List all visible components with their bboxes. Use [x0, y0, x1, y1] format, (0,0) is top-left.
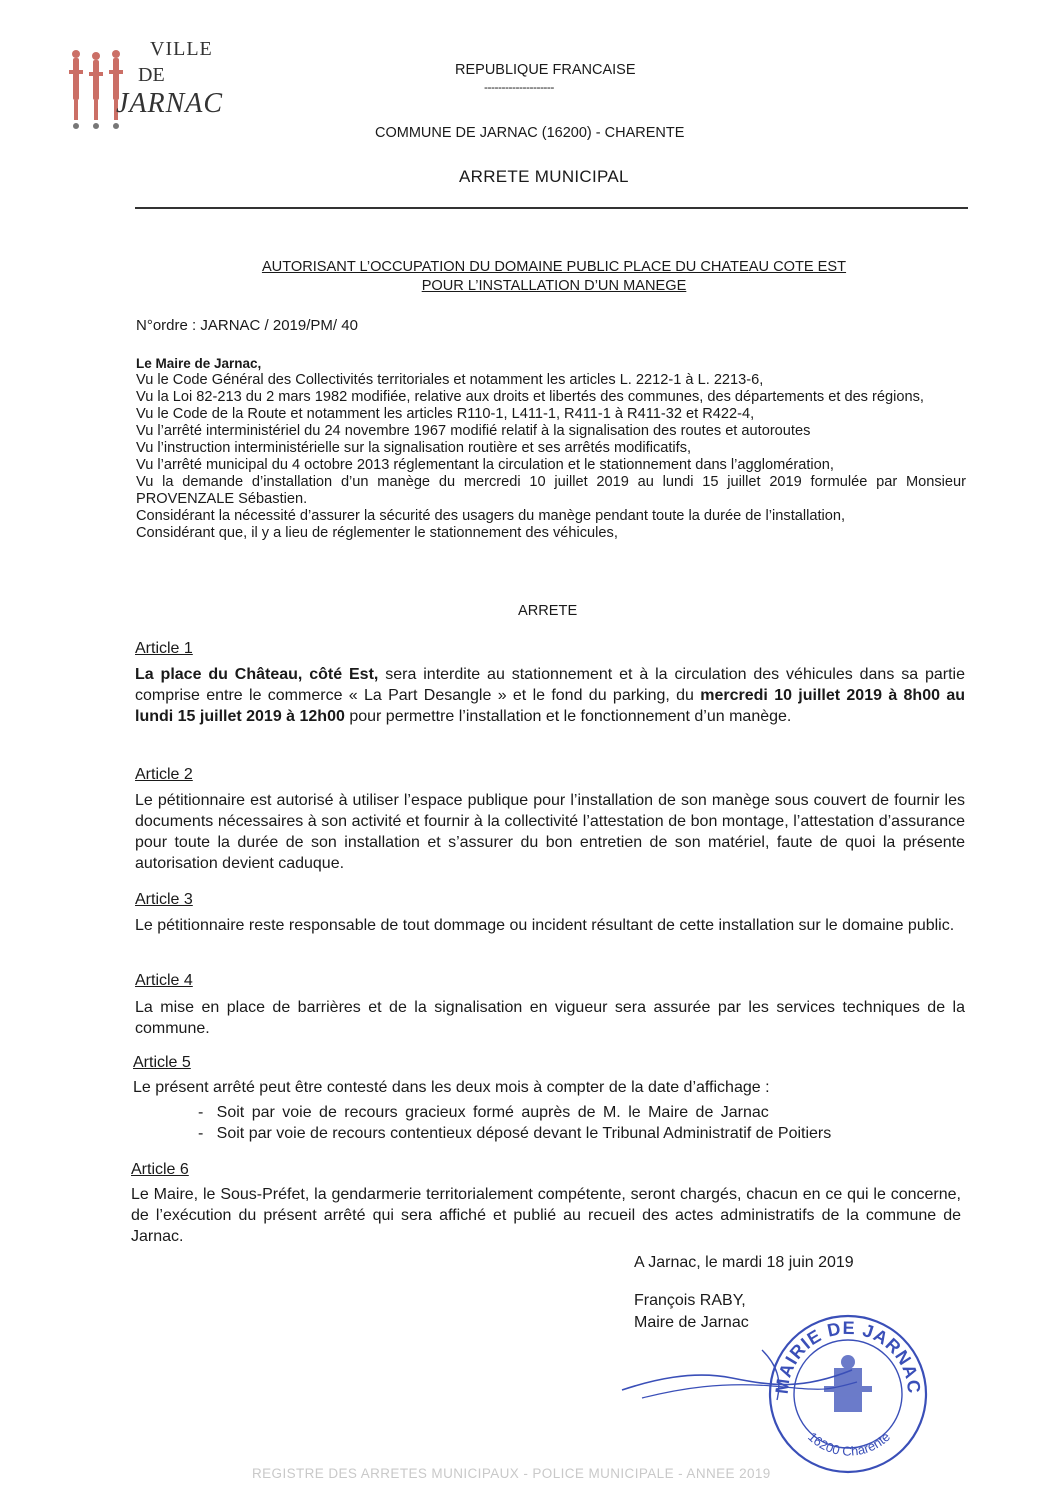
preamble-line: Vu le Code Général des Collectivités territoriales et notamment les articles L. 2212-1 à L. 2213-6, [136, 372, 764, 388]
list-item: - Soit par voie de recours gracieux formé auprès de M. le Maire de Jarnac [198, 1104, 769, 1121]
svg-text:16200 Charente [805, 1429, 893, 1459]
order-number: N°ordre : JARNAC / 2019/PM/ 40 [136, 317, 358, 334]
header-dashes: -------------------- [484, 80, 554, 94]
preamble [136, 355, 966, 542]
header-rule [135, 207, 968, 209]
preamble-line: Considérant que, il y a lieu de réglementer le stationnement des véhicules, [136, 525, 618, 541]
preamble-line: Vu l’instruction interministérielle sur la signalisation routière et ses arrêtés modificatifs, [136, 440, 692, 456]
document-type: ARRETE MUNICIPAL [459, 167, 629, 186]
town-hall-stamp-icon [764, 1306, 932, 1476]
article-5-title: Article 5 [133, 1054, 191, 1071]
article-1-text-end: pour permettre l’installation et le fonctionnement d’un manège. [344, 708, 792, 725]
decree-title-line2: POUR L’INSTALLATION D’UN MANEGE [421, 278, 687, 294]
commune-heading: COMMUNE DE JARNAC (16200) - CHARENTE [375, 125, 685, 141]
signatory-name: François RABY, [634, 1292, 746, 1309]
place-and-date: A Jarnac, le mardi 18 juin 2019 [634, 1254, 854, 1271]
article-4-body: La mise en place de barrières et de la signalisation en vigueur sera assurée par les services techniques de la commune. [135, 999, 965, 1037]
preamble-line: Considérant la nécessité d’assurer la sécurité des usagers du manège pendant toute la durée de l’installation, [136, 508, 846, 524]
register-footer: REGISTRE DES ARRETES MUNICIPAUX - POLICE MUNICIPALE - ANNEE 2019 [252, 1466, 771, 1481]
town-logo [66, 38, 236, 138]
article-1-bold-dates: mercredi 10 juillet 2019 à 8h00 au lundi 15 juillet 2019 à 12h00 [135, 687, 965, 725]
article-6-body: Le Maire, le Sous-Préfet, la gendarmerie territorialement compétente, seront chargés, chacun en ce qui le concerne, de l’exécution du présent arrêté qui sera affiché et publié au recueil des actes administratifs de la commune de Jarnac. [131, 1186, 961, 1245]
article-4-title: Article 4 [135, 972, 193, 989]
republic-heading: REPUBLIQUE FRANCAISE [455, 62, 636, 78]
dash-icon: - [198, 1104, 217, 1121]
decree-title-line1: AUTORISANT L’OCCUPATION DU DOMAINE PUBLIC PLACE DU CHATEAU COTE EST [261, 259, 847, 275]
preamble-line: Vu la demande d’installation d’un manège du mercredi 10 juillet 2019 au lundi 15 juillet 2019 formulée par Monsieur PROVENZALE Sébastien. [136, 474, 966, 507]
article-3-title: Article 3 [135, 891, 193, 908]
list-item: - Soit par voie de recours contentieux déposé devant le Tribunal Administratif de Poitiers [198, 1125, 832, 1142]
article-1-text: sera interdite au stationnement et à la circulation des véhicules dans sa partie comprise entre le commerce « La Part Desangle » et le fond du parking, du [135, 666, 966, 704]
article-5-list [198, 1102, 968, 1144]
article-3-body: Le pétitionnaire reste responsable de tout dommage ou incident résultant de cette installation sur le domaine public. [135, 917, 955, 934]
preamble-line: Vu la Loi 82-213 du 2 mars 1982 modifiée, relative aux droits et libertés des communes, des départements et des régions, [136, 389, 924, 405]
logo-line-de: DE [138, 64, 165, 86]
article-1-title: Article 1 [135, 640, 193, 657]
article-1-body [135, 664, 965, 727]
logo-line-ville: VILLE [150, 38, 213, 60]
article-2-body: Le pétitionnaire est autorisé à utiliser l’espace publique pour l’installation de son manège sous couvert de fournir les documents nécessaires à son activité et fournir à la collectivité l’attestation de bon montage, l’attestation d’assurance pour toute la durée de son installation et s’assurer du bon entretien de son matériel, faute de quoi la présente autorisation devient caduque. [135, 792, 965, 872]
preamble-line: Vu le Code de la Route et notamment les articles R110-1, L411-1, R411-1 à R411-32 et R422-4, [136, 406, 755, 422]
signatory-role: Maire de Jarnac [634, 1314, 749, 1331]
article-6-title: Article 6 [131, 1161, 189, 1178]
dash-icon: - [198, 1125, 217, 1142]
article-1-bold-place: La place du Château, côté Est, [135, 666, 379, 683]
logo-line-jarnac: JARNAC [116, 88, 224, 119]
arrete-heading: ARRETE [518, 603, 578, 619]
stamp-bottom-text: 16200 Charente [805, 1429, 893, 1459]
article-5-body: Le présent arrêté peut être contesté dans les deux mois à compter de la date d’affichage : [133, 1079, 770, 1096]
article-2-title: Article 2 [135, 766, 193, 783]
stamp-top-text: MAIRIE DE JARNAC [771, 1317, 925, 1395]
preamble-line: Vu l’arrêté interministériel du 24 novembre 1967 modifié relatif à la signalisation des routes et autoroutes [136, 423, 811, 439]
preamble-line: Vu l’arrêté municipal du 4 octobre 2013 réglementant la circulation et le stationnement dans l’agglomération, [136, 457, 834, 473]
preamble-mayor: Le Maire de Jarnac, [136, 356, 262, 371]
